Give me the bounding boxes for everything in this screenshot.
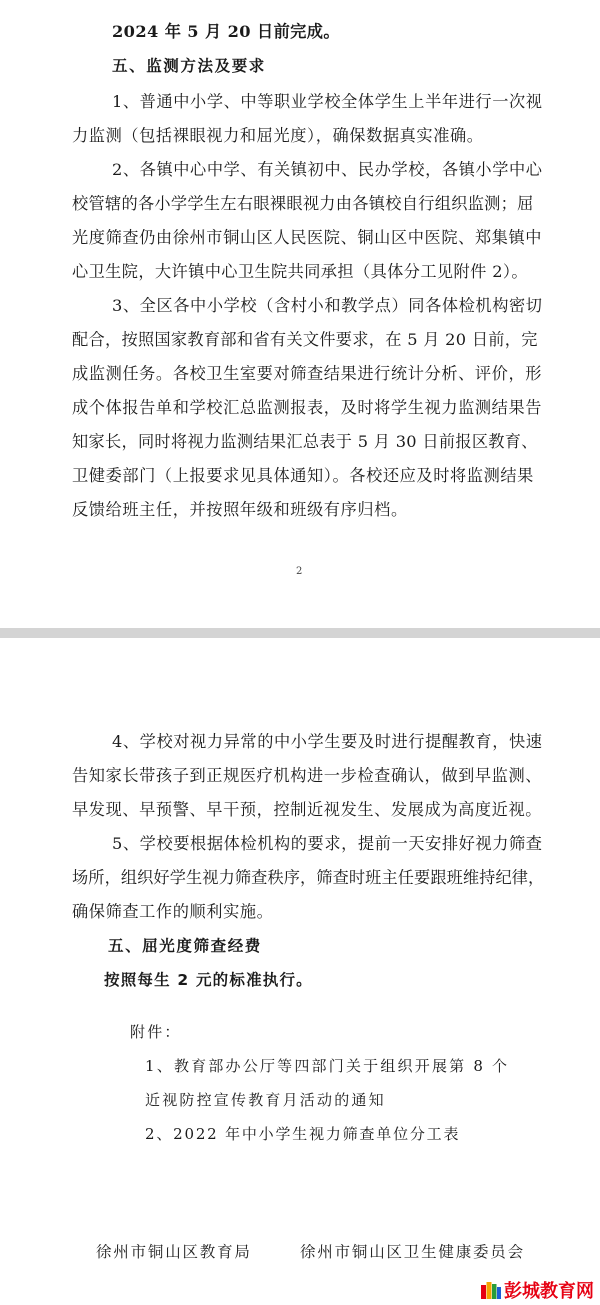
paragraph-3-line-2: 配合，按照国家教育部和省有关文件要求，在 5 月 20 日前，完 [72,330,538,349]
paragraph-2-line-1: 2、各镇中心中学、有关镇初中、民办学校，各镇小学中心 [112,160,543,179]
paragraph-4-line-1: 4、学校对视力异常的中小学生要及时进行提醒教育，快速 [112,732,543,751]
document-page-2 [0,638,600,1305]
attachment-item-1-line-2: 近视防控宣传教育月活动的通知 [145,1091,386,1109]
section-heading-funding: 五、屈光度筛查经费 [108,937,262,955]
page-number: 2 [296,566,303,577]
paragraph-4-line-3: 早发现、早预警、早干预，控制近视发生、发展成为高度近视。 [72,800,543,819]
page-separator [0,628,600,638]
attachments-label: 附件： [130,1023,182,1041]
attachment-item-1-line-1: 1、教育部办公厅等四部门关于组织开展第 8 个 [145,1057,510,1075]
paragraph-4-line-2: 告知家长带孩子到正规医疗机构进一步检查确认，做到早监测、 [72,766,543,785]
paragraph-3-line-7: 反馈给班主任，并按照年级和班级有序归档。 [72,500,408,519]
paragraph-1-line-1: 1、普通中小学、中等职业学校全体学生上半年进行一次视 [112,92,543,111]
paragraph-3-line-1: 3、全区各中小学校（含村小和教学点）同各体检机构密切 [112,296,543,315]
paragraph-1-line-2: 力监测（包括裸眼视力和屈光度），确保数据真实准确。 [72,126,484,145]
paragraph-5-line-2: 场所，组织好学生视力筛查秩序，筛查时班主任要跟班维持纪律， [72,868,545,887]
signature-education-bureau: 徐州市铜山区教育局 [96,1243,252,1261]
books-icon [480,1279,502,1301]
funding-text: 按照每生 2 元的标准执行。 [104,971,313,989]
paragraph-3-line-5: 知家长，同时将视力监测结果汇总表于 5 月 30 日前报区教育、 [72,432,538,451]
paragraph-3-line-4: 成个体报告单和学校汇总监测报表，及时将学生视力监测结果告 [72,398,543,417]
document-page-1 [0,0,600,628]
paragraph-2-line-4: 心卫生院，大许镇中心卫生院共同承担（具体分工见附件 2）。 [72,262,529,281]
paragraph-5-line-3: 确保筛查工作的顺利实施。 [72,902,274,921]
paragraph-5-line-1: 5、学校要根据体检机构的要求，提前一天安排好视力筛查 [112,834,543,853]
paragraph-2-line-3: 光度筛查仍由徐州市铜山区人民医院、铜山区中医院、郑集镇中 [72,228,543,247]
signature-health-commission: 徐州市铜山区卫生健康委员会 [300,1243,525,1261]
deadline-line: 2024 年 5 月 20 日前完成。 [112,22,340,41]
paragraph-3-line-3: 成监测任务。各校卫生室要对筛查结果进行统计分析、评价，形 [72,364,543,383]
watermark-text: 彭城教育网 [504,1281,594,1302]
paragraph-2-line-2: 校管辖的各小学学生左右眼裸眼视力由各镇校自行组织监测；屈 [72,194,534,213]
attachment-item-2: 2、2022 年中小学生视力筛查单位分工表 [145,1125,461,1143]
section-heading-monitoring-method: 五、监测方法及要求 [112,57,266,75]
site-watermark-logo [462,1272,600,1305]
paragraph-3-line-6: 卫健委部门（上报要求见具体通知）。各校还应及时将监测结果 [72,466,534,485]
